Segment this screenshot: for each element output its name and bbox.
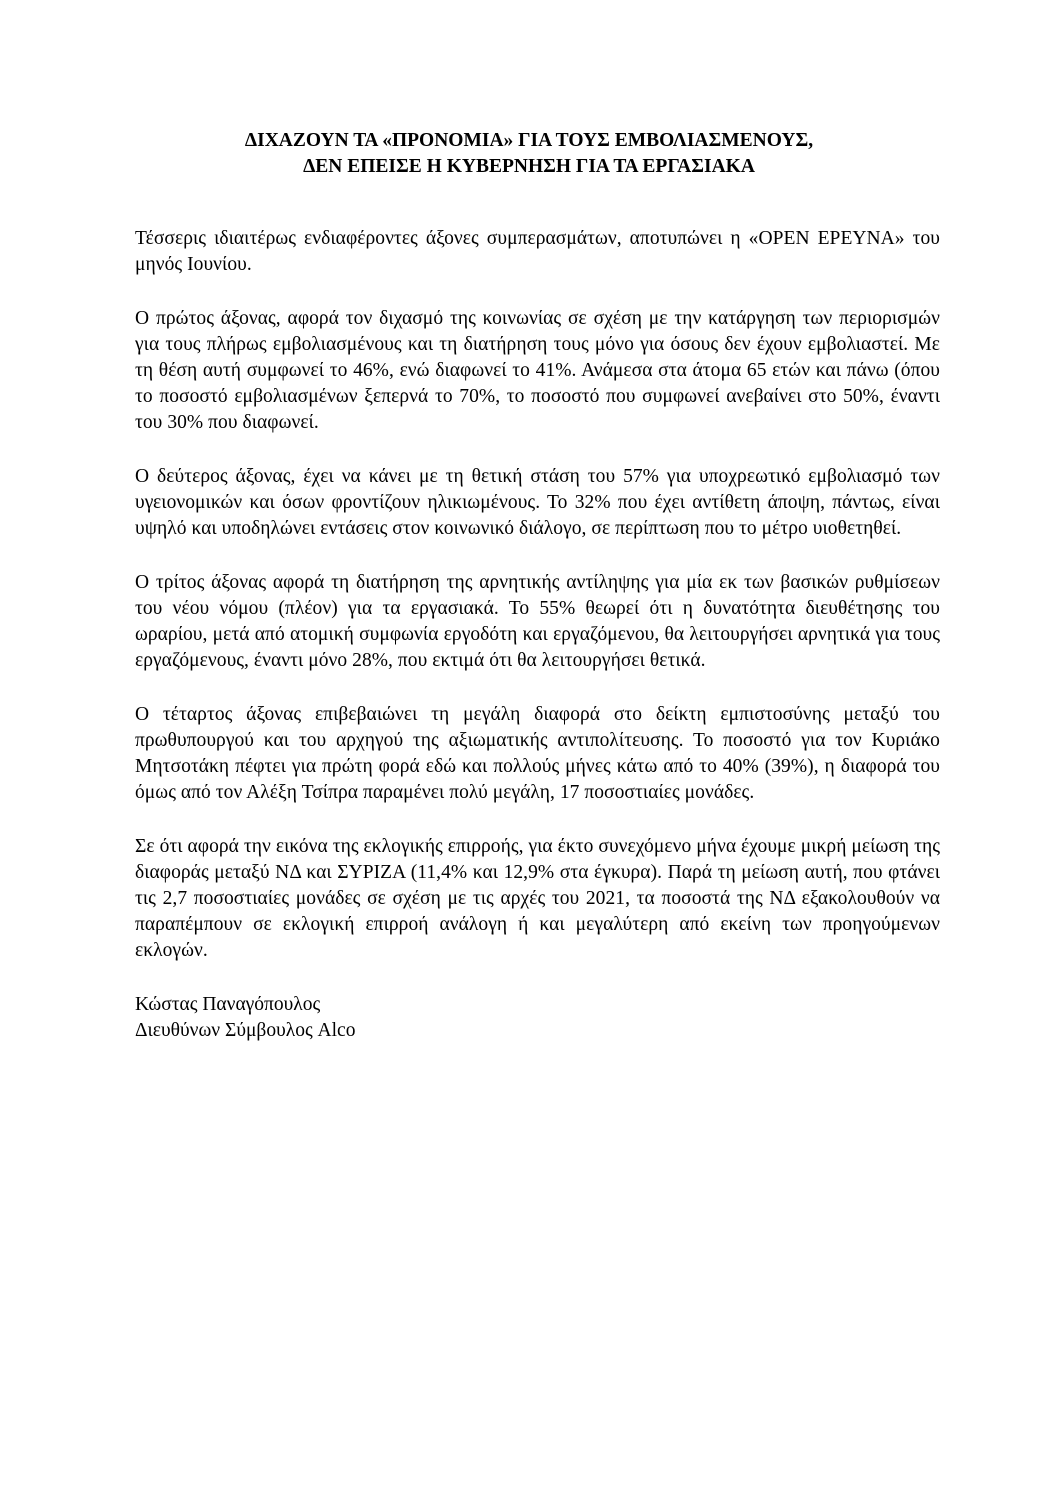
paragraph-intro: Τέσσερις ιδιαιτέρως ενδιαφέροντες άξονες συμπερασμάτων, αποτυπώνει η «OPEN ΕΡΕΥΝΑ» του μηνός Ιουνίου. [135, 228, 940, 275]
paragraph-fourth-axis: Ο τέταρτος άξονας επιβεβαιώνει τη μεγάλη διαφορά στο δείκτη εμπιστοσύνης μεταξύ του πρωθυπουργού και του αρχηγού της αξιωματικής αντιπολίτευσης. Το ποσοστό για τον Κυριάκο Μητσοτάκη πέφτει για πρώτη φορά εδώ και πολλούς μήνες κάτω από το 40% (39%), η διαφορά του όμως από τον Αλέξη Τσίπρα παραμένει πολύ μεγάλη, 17 ποσοστιαίες μονάδες. [135, 704, 940, 803]
paragraph-electoral-influence: Σε ότι αφορά την εικόνα της εκλογικής επιρροής, για έκτο συνεχόμενο μήνα έχουμε μικρή μείωση της διαφοράς μεταξύ ΝΔ και ΣΥΡΙΖΑ (11,4% και 12,9% στα έγκυρα). Παρά τη μείωση αυτή, που φτάνει τις 2,7 ποσοστιαίες μονάδες σε σχέση με τις αρχές του 2021, τα ποσοστά της ΝΔ εξακολουθούν να παραπέμπουν σε εκλογική επιρροή ανάλογη ή και μεγαλύτερη από εκείνη των προηγούμενων εκλογών. [135, 836, 940, 961]
paragraph-third-axis: Ο τρίτος άξονας αφορά τη διατήρηση της αρνητικής αντίληψης για μία εκ των βασικών ρυθμίσεων του νέου νόμου (πλέον) για τα εργασιακά. Το 55% θεωρεί ότι η δυνατότητα διευθέτησης του ωραρίου, μετά από ατομική συμφωνία εργοδότη και εργαζόμενου, θα λειτουργήσει αρνητικά για τους εργαζόμενους, έναντι μόνο 28%, που εκτιμά ότι θα λειτουργήσει θετικά. [135, 572, 940, 671]
paragraph-first-axis: Ο πρώτος άξονας, αφορά τον διχασμό της κοινωνίας σε σχέση με την κατάργηση των περιορισμών για τους πλήρως εμβολιασμένους και τη διατήρηση τους μόνο για όσους δεν έχουν εμβολιαστεί. Με τη θέση αυτή συμφωνεί το 46%, ενώ διαφωνεί το 41%. Ανάμεσα στα άτομα 65 ετών και πάνω (όπου το ποσοστό εμβολιασμένων ξεπερνά το 70%, το ποσοστό που συμφωνεί ανεβαίνει στο 50%, έναντι του 30% που διαφωνεί. [135, 308, 940, 433]
signature-name: Κώστας Παναγόπουλος [135, 994, 321, 1015]
title-line-2: ΔΕΝ ΕΠΕΙΣΕ Η ΚΥΒΕΡΝΗΣΗ ΓΙΑ ΤΑ ΕΡΓΑΣΙΑΚΑ [303, 156, 755, 177]
title-line-1: ΔΙΧΑΖΟΥΝ ΤΑ «ΠΡΟΝΟΜΙΑ» ΓΙΑ ΤΟΥΣ ΕΜΒΟΛΙΑΣΜΕΝΟΥΣ, [244, 130, 814, 151]
paragraph-second-axis: Ο δεύτερος άξονας, έχει να κάνει με τη θετική στάση του 57% για υποχρεωτικό εμβολιασμό των υγειονομικών και όσων φροντίζουν ηλικιωμένους. Το 32% που έχει αντίθετη άποψη, πάντως, είναι υψηλό και υποδηλώνει εντάσεις στον κοινωνικό διάλογο, σε περίπτωση που το μέτρο υιοθετηθεί. [135, 466, 940, 539]
document-title [120, 128, 938, 180]
signature-block [135, 992, 940, 1044]
signature-role: Διευθύνων Σύμβουλος Alco [135, 1020, 356, 1041]
document-body [135, 226, 940, 1044]
